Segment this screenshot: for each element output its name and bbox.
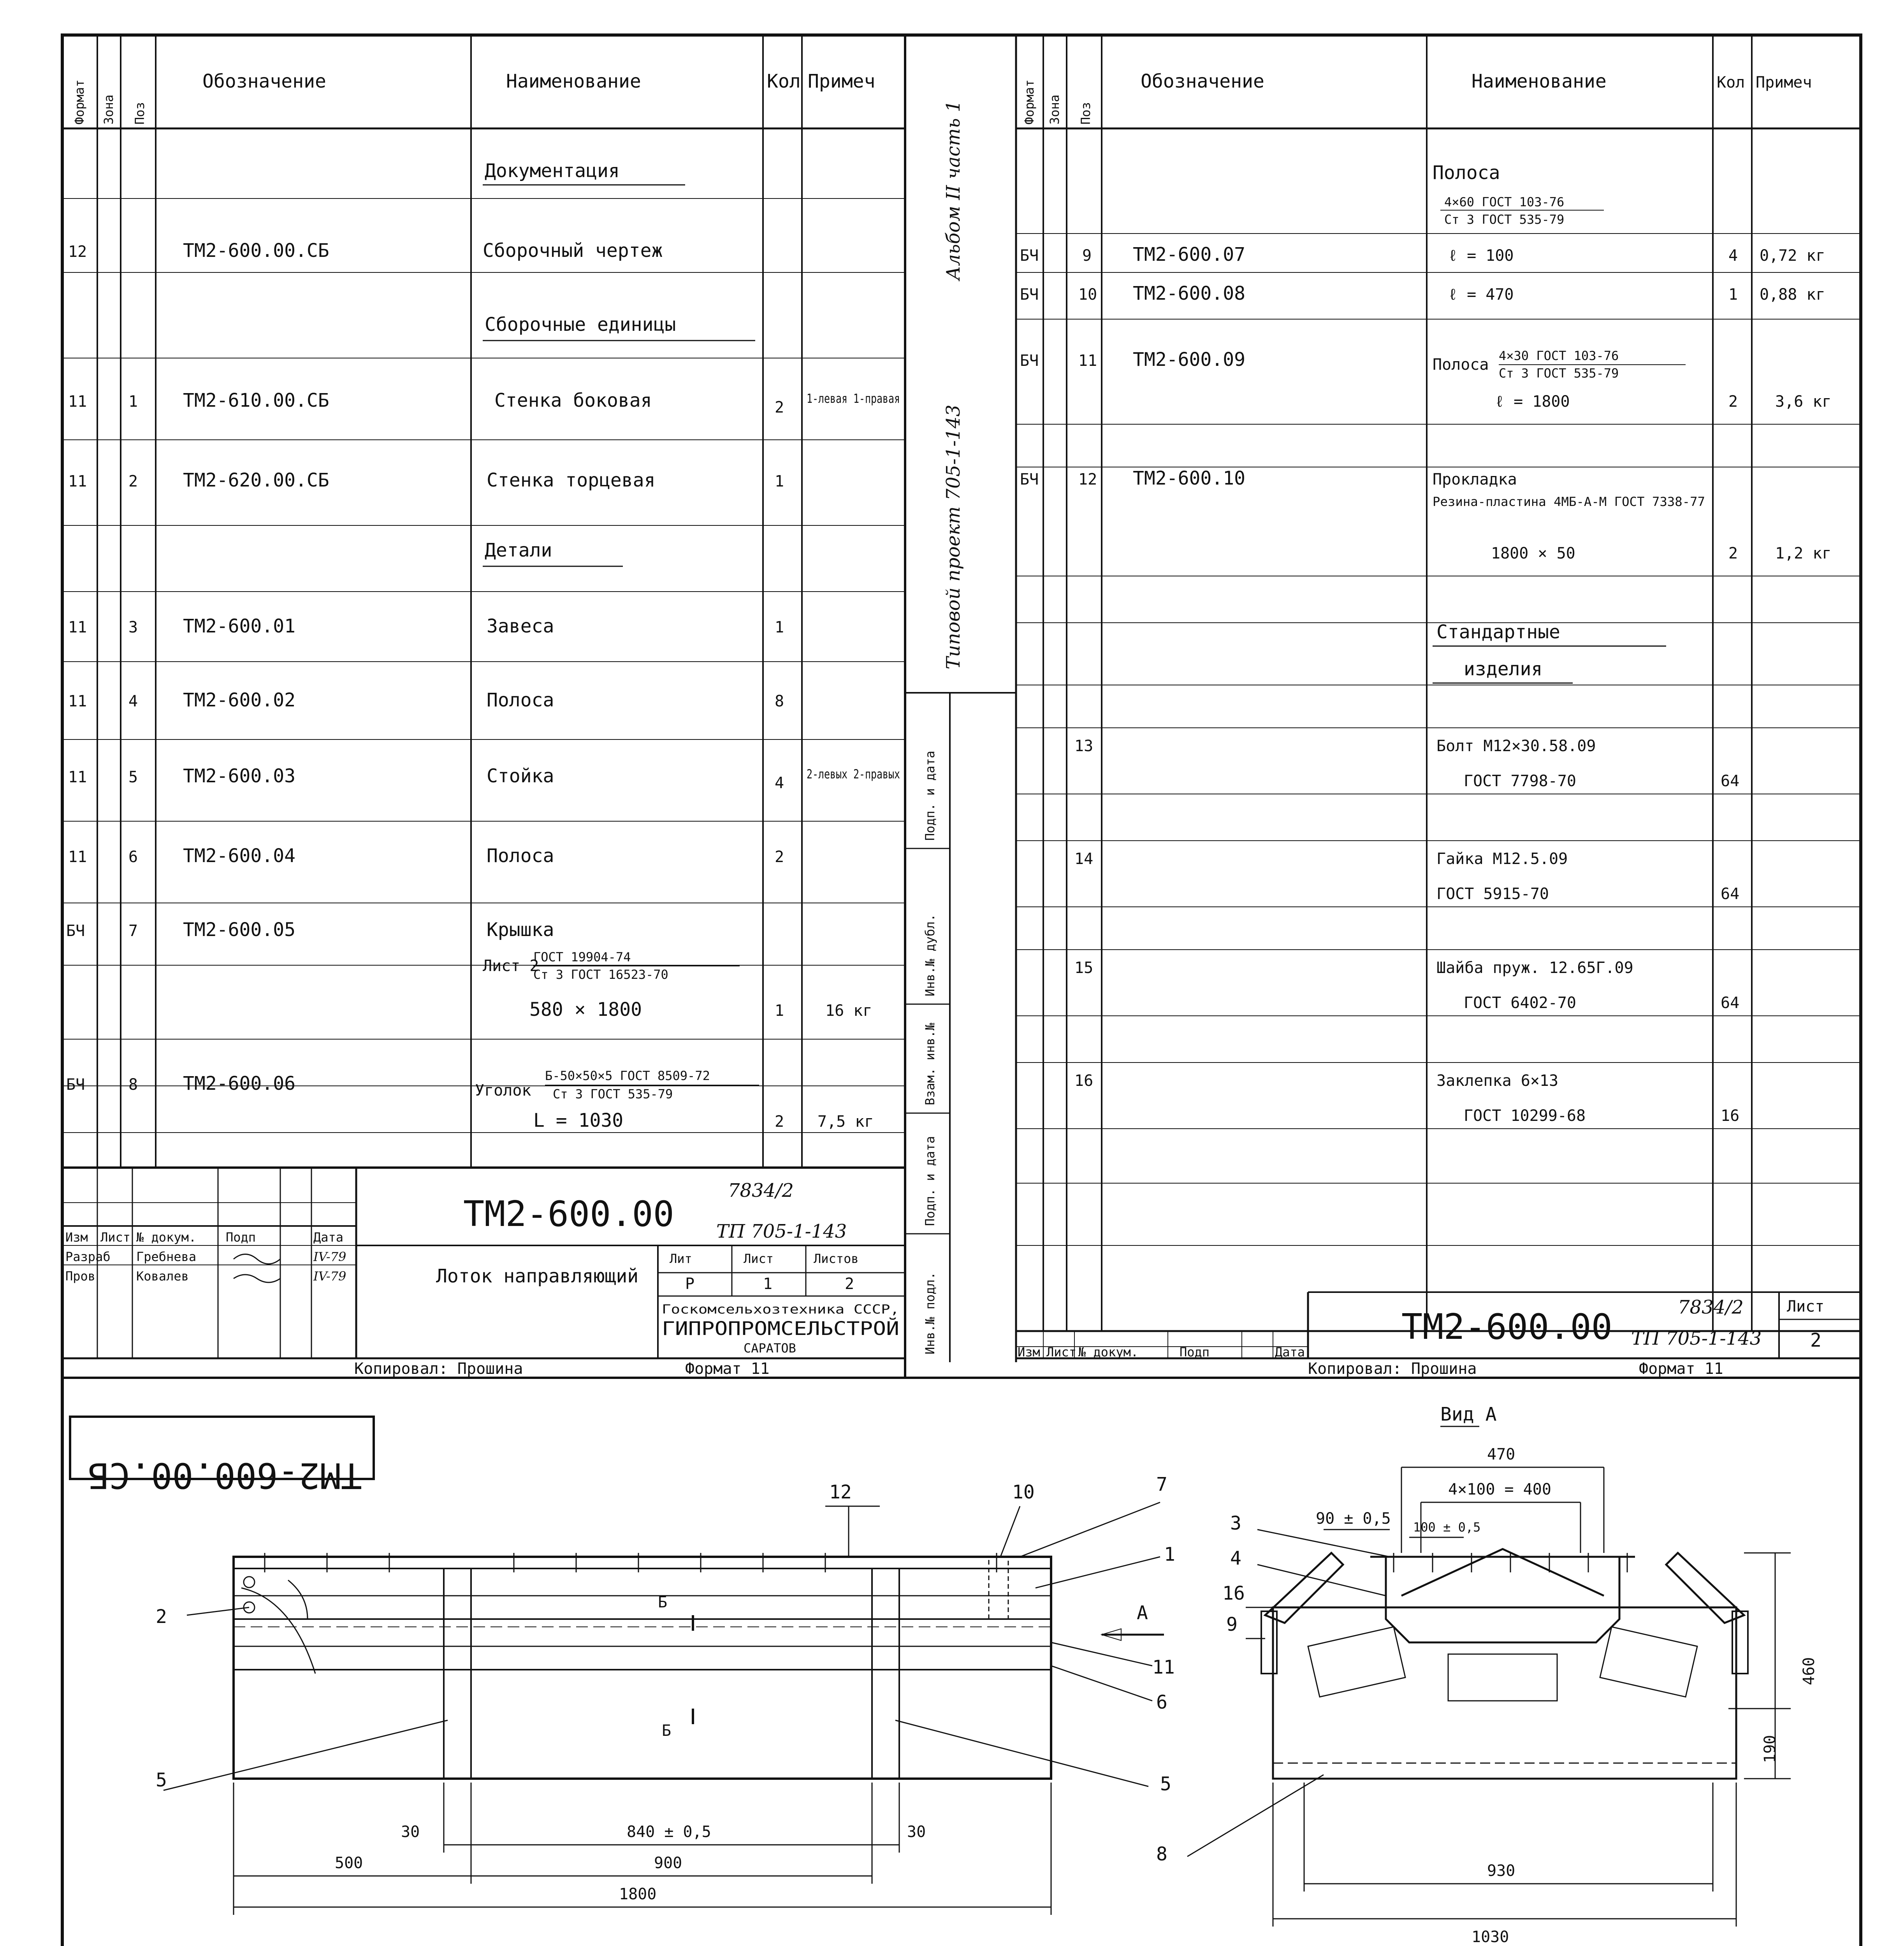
svg-text:9: 9 [1082, 247, 1092, 265]
svg-text:16 кг: 16 кг [825, 1002, 872, 1020]
svg-text:1: 1 [775, 472, 784, 490]
svg-text:12: 12 [68, 243, 87, 261]
hdr-zone: Зона [101, 94, 116, 125]
section-mark: Б [662, 1722, 672, 1740]
hdr-note: Примеч [808, 70, 876, 92]
signature [234, 1275, 280, 1282]
svg-text:Р: Р [685, 1275, 695, 1293]
svg-text:Ст 3 ГОСТ 535-79: Ст 3 ГОСТ 535-79 [1499, 366, 1619, 381]
svg-text:Дата: Дата [313, 1230, 344, 1245]
callout: 5 [156, 1769, 167, 1791]
svg-text:580 × 1800: 580 × 1800 [529, 999, 642, 1020]
callout: 3 [1230, 1512, 1241, 1534]
svg-text:Заклепка 6×13: Заклепка 6×13 [1436, 1072, 1559, 1090]
svg-text:8: 8 [128, 1076, 138, 1094]
callout: 12 [829, 1481, 852, 1503]
inverted-stamp [70, 1417, 374, 1496]
side-field: Инв.№ подл. [923, 1272, 937, 1354]
svg-text:БЧ: БЧ [1020, 352, 1039, 370]
svg-text:ГОСТ 19904-74: ГОСТ 19904-74 [533, 950, 631, 964]
spec-right-row [1020, 348, 1832, 411]
svg-text:IV-79: IV-79 [313, 1249, 346, 1264]
svg-text:7,5 кг: 7,5 кг [818, 1113, 874, 1131]
dim-label: 460 [1800, 1657, 1818, 1685]
standard-item [1074, 737, 1739, 790]
callout: 2 [156, 1606, 167, 1628]
svg-text:Копировал: Прошина: Копировал: Прошина [1308, 1360, 1477, 1378]
svg-text:Ст 3 ГОСТ 16523-70: Ст 3 ГОСТ 16523-70 [533, 967, 668, 982]
svg-text:ℓ = 1800: ℓ = 1800 [1495, 393, 1570, 411]
spec-right-row [1020, 244, 1825, 265]
hdr-note: Примеч [1756, 74, 1812, 91]
svg-text:ТМ2-600.00.СБ: ТМ2-600.00.СБ [88, 1455, 362, 1496]
side-album: Альбом II часть 1 [942, 100, 964, 280]
svg-text:ТМ2-600.04: ТМ2-600.04 [183, 845, 295, 867]
svg-text:ГОСТ 7798-70: ГОСТ 7798-70 [1464, 772, 1576, 790]
svg-text:1,2 кг: 1,2 кг [1775, 544, 1832, 562]
view-a-label: Вид А [1440, 1403, 1497, 1425]
svg-text:Крышка: Крышка [487, 919, 554, 941]
spec-right [905, 35, 1861, 1378]
svg-text:Б-50×50×5 ГОСТ 8509-72: Б-50×50×5 ГОСТ 8509-72 [545, 1068, 710, 1083]
svg-text:4: 4 [775, 774, 784, 792]
callout: 16 [1222, 1582, 1245, 1604]
dim-label: 1030 [1472, 1928, 1509, 1946]
svg-text:11: 11 [68, 848, 87, 866]
standard-item [1074, 850, 1739, 903]
section-assembly: Сборочные единицы [485, 314, 676, 335]
spec-left-row [68, 615, 784, 637]
svg-text:0,72 кг: 0,72 кг [1760, 247, 1825, 265]
svg-text:11: 11 [1078, 352, 1097, 370]
svg-text:2: 2 [128, 472, 138, 490]
title-left-project: ТП 705-1-143 [716, 1221, 847, 1242]
svg-text:ТМ2-600.02: ТМ2-600.02 [183, 689, 295, 711]
svg-text:4: 4 [1728, 247, 1738, 265]
side-field: Инв.№ дубл. [923, 914, 937, 996]
spec-left-row [68, 845, 784, 867]
svg-text:Листов: Листов [814, 1251, 859, 1266]
title-right-handnum: 7834/2 [1678, 1296, 1744, 1318]
callout: 1 [1164, 1544, 1175, 1565]
svg-text:11: 11 [68, 768, 87, 786]
callout: 6 [1156, 1691, 1167, 1713]
svg-text:Завеса: Завеса [487, 615, 554, 637]
dim-label: 90 ± 0,5 [1316, 1510, 1391, 1528]
svg-text:6: 6 [128, 848, 138, 866]
callout: 10 [1012, 1481, 1035, 1503]
svg-text:11: 11 [68, 618, 87, 636]
svg-text:Изм: Изм [1018, 1345, 1040, 1359]
svg-text:БЧ: БЧ [1020, 286, 1039, 304]
side-field: Подп. и дата [923, 1136, 937, 1226]
strip-num: 4×60 ГОСТ 103-76 [1444, 195, 1565, 209]
svg-text:Подп: Подп [1180, 1345, 1210, 1359]
svg-text:Разраб: Разраб [65, 1249, 111, 1264]
svg-text:Формат 11: Формат 11 [1639, 1360, 1723, 1378]
spec-left-row [68, 390, 900, 416]
standard-item [1074, 959, 1739, 1012]
svg-text:15: 15 [1074, 959, 1094, 977]
svg-text:Шайба пруж. 12.65Г.09: Шайба пруж. 12.65Г.09 [1436, 959, 1633, 977]
spec-left-row [533, 1110, 874, 1131]
signature [234, 1254, 280, 1264]
svg-text:САРАТОВ: САРАТОВ [744, 1341, 796, 1356]
dim-label: 500 [335, 1854, 363, 1872]
svg-text:ТМ2-600.09: ТМ2-600.09 [1133, 349, 1245, 371]
callout: 11 [1152, 1656, 1175, 1678]
hdr-pos: Поз [132, 102, 147, 125]
hdr-format: Формат [72, 79, 87, 125]
svg-text:4×30 ГОСТ 103-76: 4×30 ГОСТ 103-76 [1499, 348, 1619, 363]
title-block-left [62, 1168, 905, 1378]
svg-text:2: 2 [775, 848, 784, 866]
svg-text:14: 14 [1074, 850, 1094, 868]
svg-text:ГОСТ 10299-68: ГОСТ 10299-68 [1464, 1107, 1586, 1125]
svg-text:Полоса: Полоса [1433, 356, 1489, 374]
svg-text:11: 11 [68, 393, 87, 411]
svg-text:5: 5 [128, 768, 138, 786]
svg-text:10: 10 [1078, 286, 1097, 304]
svg-text:2: 2 [845, 1275, 854, 1293]
spec-left-row [66, 1068, 759, 1101]
spec-left-row [66, 919, 740, 982]
svg-text:1: 1 [775, 1002, 784, 1020]
svg-text:Лист: Лист [1787, 1298, 1825, 1315]
spec-left-row [529, 999, 872, 1020]
svg-text:1: 1 [1728, 286, 1738, 304]
dim-label: 190 [1761, 1735, 1779, 1763]
svg-text:2: 2 [775, 399, 784, 416]
svg-text:Госкомсельхозтехника СССР,: Госкомсельхозтехника СССР, [662, 1302, 899, 1317]
svg-text:ТМ2-600.03: ТМ2-600.03 [183, 765, 295, 787]
svg-text:2: 2 [1728, 544, 1738, 562]
svg-text:Лист: Лист [1046, 1345, 1077, 1359]
svg-text:2: 2 [775, 1113, 784, 1131]
svg-text:16: 16 [1074, 1072, 1094, 1090]
svg-text:Гайка М12.5.09: Гайка М12.5.09 [1436, 850, 1568, 868]
dim-label: 1800 [619, 1885, 657, 1903]
view-a [1156, 1403, 1818, 1946]
svg-text:64: 64 [1721, 772, 1740, 790]
hdr-qty: Кол [767, 70, 801, 92]
spec-right-row [1020, 283, 1825, 304]
svg-text:Стенка торцевая: Стенка торцевая [487, 469, 656, 491]
strip-den: Ст 3 ГОСТ 535-79 [1444, 212, 1565, 227]
svg-text:Дата: Дата [1275, 1345, 1305, 1359]
svg-text:№ докум.: № докум. [1078, 1345, 1139, 1359]
spec-left-row [68, 689, 784, 711]
sheet-frame [62, 35, 1861, 1946]
svg-text:Полоса: Полоса [487, 845, 554, 867]
svg-text:1: 1 [128, 393, 138, 411]
title-block-right [1016, 1292, 1861, 1378]
hdr-zone: Зона [1047, 94, 1062, 125]
svg-text:БЧ: БЧ [1020, 247, 1039, 265]
svg-text:IV-79: IV-79 [313, 1269, 346, 1284]
svg-text:1: 1 [763, 1275, 773, 1293]
svg-text:Лист: Лист [100, 1230, 131, 1245]
svg-text:БЧ: БЧ [66, 1076, 85, 1094]
svg-text:ТМ2-600.00.СБ: ТМ2-600.00.СБ [183, 240, 329, 262]
svg-text:64: 64 [1721, 885, 1740, 903]
svg-text:БЧ: БЧ [66, 922, 85, 940]
svg-text:Лит: Лит [670, 1251, 692, 1266]
spec-right-row [1020, 467, 1832, 562]
svg-text:7: 7 [128, 922, 138, 940]
title-left-name1: Лоток направляющий [436, 1265, 639, 1287]
svg-text:Пров: Пров [65, 1269, 96, 1284]
svg-text:Полоса: Полоса [487, 689, 554, 711]
hdr-pos: Поз [1078, 102, 1093, 125]
dim-label: 30 [401, 1823, 420, 1841]
callout: 8 [1156, 1843, 1167, 1865]
dim-label: 4×100 = 400 [1448, 1481, 1551, 1498]
svg-text:ТМ2-620.00.СБ: ТМ2-620.00.СБ [183, 469, 329, 491]
hdr-format: Формат [1022, 79, 1037, 125]
spec-left [62, 35, 905, 1378]
svg-text:L = 1030: L = 1030 [533, 1110, 624, 1131]
svg-text:64: 64 [1721, 994, 1740, 1012]
side-field: Подп. и дата [923, 750, 937, 841]
svg-text:№ докум.: № докум. [136, 1230, 197, 1245]
title-right-project: ТП 705-1-143 [1631, 1328, 1762, 1349]
side-field: Взам. инв.№ [923, 1023, 937, 1105]
dim-label: 900 [654, 1854, 682, 1872]
svg-text:БЧ: БЧ [1020, 471, 1039, 488]
svg-text:ТМ2-600.08: ТМ2-600.08 [1133, 283, 1245, 304]
svg-text:3: 3 [128, 618, 138, 636]
svg-text:Уголок: Уголок [475, 1082, 531, 1099]
svg-text:0,88 кг: 0,88 кг [1760, 286, 1825, 304]
svg-text:11: 11 [68, 692, 87, 710]
svg-text:ТМ2-600.06: ТМ2-600.06 [183, 1073, 295, 1094]
hdr-name: Наименование [506, 70, 641, 92]
svg-text:Формат 11: Формат 11 [685, 1360, 770, 1378]
svg-text:ТМ2-610.00.СБ: ТМ2-610.00.СБ [183, 390, 329, 411]
svg-text:ГИПРОПРОМСЕЛЬСТРОЙ: ГИПРОПРОМСЕЛЬСТРОЙ [662, 1318, 865, 1340]
spec-left-row [68, 469, 784, 491]
svg-text:Лист: Лист [744, 1251, 774, 1266]
callout: 9 [1226, 1614, 1238, 1635]
title-right-code: ТМ2-600.00 [1401, 1307, 1612, 1347]
section-mark: Б [658, 1593, 668, 1611]
svg-text:ℓ = 470: ℓ = 470 [1448, 286, 1514, 304]
svg-text:Ст 3 ГОСТ 535-79: Ст 3 ГОСТ 535-79 [553, 1087, 673, 1101]
dim-label: 470 [1487, 1445, 1515, 1463]
side-project: Типовой проект 705-1-143 [942, 404, 964, 669]
hdr-designation: Обозначение [1141, 70, 1264, 92]
svg-text:8: 8 [775, 692, 784, 710]
svg-text:Ковалев: Ковалев [136, 1269, 189, 1284]
dim-label: 30 [907, 1823, 926, 1841]
svg-text:ТМ2-600.07: ТМ2-600.07 [1133, 244, 1245, 265]
callout: 7 [1156, 1474, 1167, 1495]
svg-text:Изм: Изм [65, 1230, 88, 1245]
svg-text:1800 × 50: 1800 × 50 [1491, 544, 1575, 562]
svg-text:Резина-пластина 4МБ-А-М ГОСТ 7: Резина-пластина 4МБ-А-М ГОСТ 7338-77 [1433, 494, 1705, 509]
svg-text:ГОСТ 5915-70: ГОСТ 5915-70 [1436, 885, 1549, 903]
svg-text:12: 12 [1078, 471, 1097, 488]
svg-text:Прокладка: Прокладка [1433, 471, 1517, 488]
svg-text:13: 13 [1074, 737, 1094, 755]
arrow-a-label: А [1137, 1602, 1148, 1624]
dim-label: 930 [1487, 1862, 1515, 1880]
strip-title: Полоса [1433, 162, 1500, 184]
hdr-qty: Кол [1717, 74, 1745, 91]
svg-text:ℓ = 100: ℓ = 100 [1448, 247, 1514, 265]
spec-left-row [68, 765, 900, 792]
callout: 4 [1230, 1547, 1241, 1569]
svg-text:16: 16 [1721, 1107, 1740, 1125]
title-left-handnum: 7834/2 [728, 1180, 794, 1201]
section-documentation: Документация [485, 160, 620, 182]
svg-text:2-левых 2-правых: 2-левых 2-правых [807, 767, 900, 782]
title-left-code: ТМ2-600.00 [463, 1194, 674, 1235]
standard-item [1074, 1072, 1739, 1125]
front-view [156, 1474, 1175, 1915]
svg-text:1-левая 1-правая: 1-левая 1-правая [807, 391, 900, 406]
svg-text:11: 11 [68, 472, 87, 490]
callout: 5 [1160, 1773, 1171, 1795]
svg-text:2: 2 [1810, 1330, 1821, 1351]
standard-title: изделия [1464, 658, 1543, 680]
svg-text:Болт М12×30.58.09: Болт М12×30.58.09 [1436, 737, 1596, 755]
svg-text:1: 1 [775, 618, 784, 636]
dim-label: 100 ± 0,5 [1413, 1520, 1481, 1535]
svg-text:Стойка: Стойка [487, 765, 554, 787]
svg-text:3,6 кг: 3,6 кг [1775, 393, 1832, 411]
spec-left-row [68, 240, 663, 262]
svg-text:Подп: Подп [226, 1230, 256, 1245]
svg-text:ГОСТ 6402-70: ГОСТ 6402-70 [1464, 994, 1576, 1012]
svg-text:2: 2 [1728, 393, 1738, 411]
svg-text:ТМ2-600.01: ТМ2-600.01 [183, 615, 295, 637]
svg-text:Стенка боковая: Стенка боковая [494, 390, 652, 411]
svg-text:Лист 2: Лист 2 [483, 957, 539, 975]
hdr-name: Наименование [1472, 70, 1607, 92]
standard-title: Стандартные [1436, 621, 1560, 643]
section-details: Детали [485, 539, 552, 561]
svg-text:Гребнева: Гребнева [136, 1249, 197, 1264]
svg-text:ТМ2-600.05: ТМ2-600.05 [183, 919, 295, 941]
svg-text:4: 4 [128, 692, 138, 710]
svg-text:Сборочный чертеж: Сборочный чертеж [483, 240, 663, 262]
dim-label: 840 ± 0,5 [627, 1823, 711, 1841]
hdr-designation: Обозначение [202, 70, 326, 92]
svg-text:Копировал: Прошина: Копировал: Прошина [354, 1360, 523, 1378]
svg-text:ТМ2-600.10: ТМ2-600.10 [1133, 467, 1245, 489]
